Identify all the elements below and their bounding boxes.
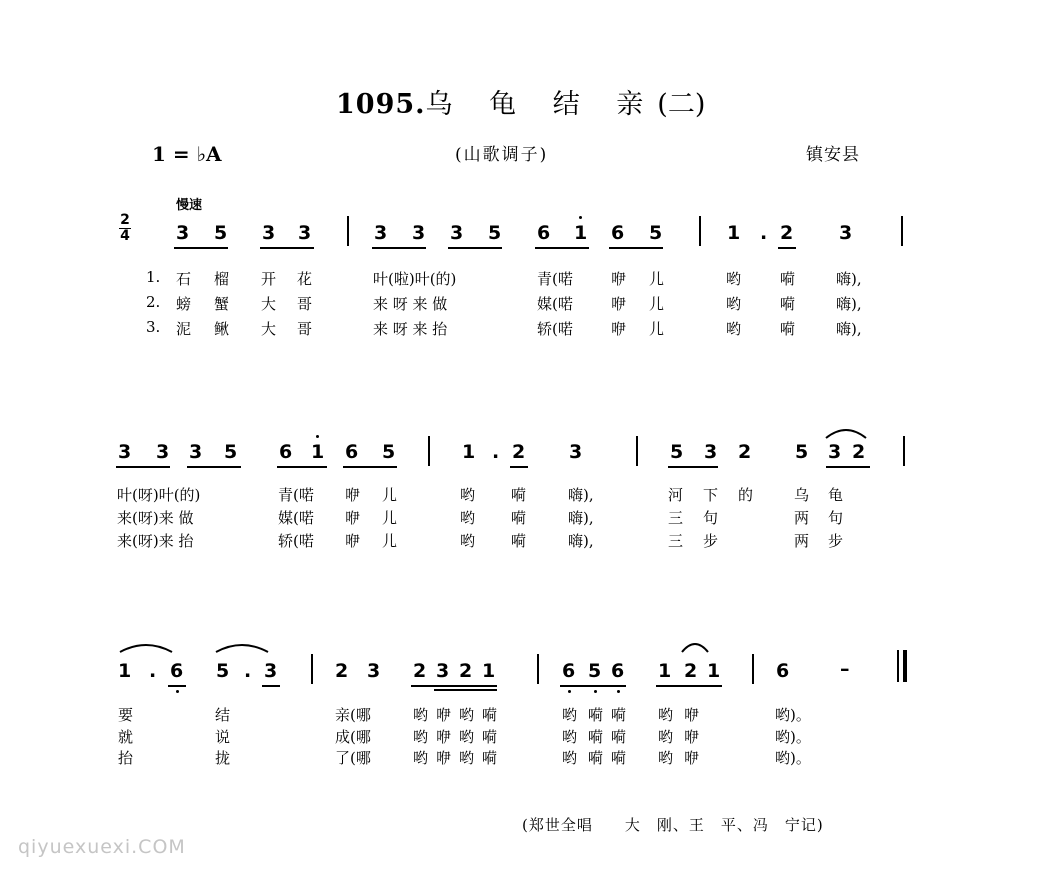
note: 3: [436, 660, 450, 682]
lyric: 哥: [297, 295, 313, 313]
lyric: 哟: [413, 706, 429, 724]
time-signature-top: 2: [120, 212, 130, 228]
low-octave-dot: [617, 690, 620, 693]
final-thick-barline: [903, 650, 907, 682]
lyric: 哟)。: [775, 728, 811, 746]
note: 1: [118, 660, 132, 682]
lyric: 哟)。: [775, 706, 811, 724]
lyric: 哟: [459, 728, 475, 746]
lyric: 儿: [382, 532, 398, 550]
lyric: 嗬: [588, 749, 604, 767]
lyric: 乌: [794, 486, 810, 504]
beam: [656, 685, 722, 687]
lyric: 两: [794, 509, 810, 527]
lyric: 嗬: [482, 706, 498, 724]
lyric: 了(哪: [335, 749, 371, 767]
note: 5: [216, 660, 230, 682]
verse-number: 3.: [146, 318, 161, 336]
note: 2: [684, 660, 698, 682]
lyric: 嗬: [588, 728, 604, 746]
lyric: 嗨),: [568, 532, 594, 550]
genre-label: (山歌调子): [455, 145, 549, 165]
note: 2: [780, 222, 794, 244]
song-title: [336, 82, 705, 121]
lyric: 哟: [460, 509, 476, 527]
barline: [752, 654, 754, 684]
beam: [434, 689, 497, 691]
barline: [901, 216, 903, 246]
time-signature-bottom: 4: [120, 228, 130, 244]
barline: [699, 216, 701, 246]
lyric: 哟: [459, 749, 475, 767]
beam: [448, 247, 502, 249]
barline: [311, 654, 313, 684]
lyric: 蟹: [214, 295, 230, 313]
lyric: 鳅: [214, 320, 230, 338]
lyric: 嗬: [780, 270, 796, 288]
lyric: 三: [668, 532, 684, 550]
note: 3: [374, 222, 388, 244]
watermark: qiyuexuexi.COM: [18, 836, 186, 858]
barline: [636, 436, 638, 466]
slur: [824, 424, 868, 440]
lyric: 哟: [413, 749, 429, 767]
note: 2: [459, 660, 473, 682]
lyric: 说: [215, 728, 231, 746]
note: 3: [828, 441, 842, 463]
note: 3: [569, 441, 583, 463]
lyric: 泥: [176, 320, 192, 338]
lyric: 结: [215, 706, 231, 724]
lyric: 咿: [684, 728, 700, 746]
lyric: 嗨),: [836, 320, 862, 338]
lyric: 哟: [562, 728, 578, 746]
beam: [668, 466, 718, 468]
lyric: 嗬: [511, 532, 527, 550]
note: 5: [670, 441, 684, 463]
song-number: 1095.: [336, 89, 426, 120]
note: 3: [298, 222, 312, 244]
verse-number: 2.: [146, 293, 161, 311]
beam: [826, 466, 870, 468]
lyric: 螃: [176, 295, 192, 313]
beam: [778, 247, 796, 249]
credit-line: (郑世全唱 大 刚、王 平、冯 宁记): [522, 816, 824, 834]
lyric: 大: [261, 295, 277, 313]
lyric: 咿: [436, 749, 452, 767]
note: 3: [839, 222, 853, 244]
note: .: [149, 660, 157, 682]
verse-number: 1.: [146, 268, 161, 286]
low-octave-dot: [176, 690, 179, 693]
song-name: 乌 龟 结 亲: [425, 89, 658, 120]
lyric: 要: [118, 706, 134, 724]
lyric: 嗨),: [568, 509, 594, 527]
lyric: 抬: [118, 749, 134, 767]
lyric: 嗬: [511, 486, 527, 504]
lyric: 来(呀)来 做: [117, 509, 194, 527]
note: 6: [776, 660, 790, 682]
lyric: 哟: [726, 270, 742, 288]
beam: [560, 685, 626, 687]
lyric: 哟: [658, 728, 674, 746]
lyric: 的: [738, 486, 754, 504]
lyric: 哟: [460, 486, 476, 504]
beam: [168, 685, 186, 687]
note: 3: [264, 660, 278, 682]
lyric: 儿: [649, 270, 665, 288]
lyric: 哟: [726, 295, 742, 313]
note: 6: [537, 222, 551, 244]
lyric: 咿: [684, 706, 700, 724]
lyric: 青(喏: [278, 486, 314, 504]
lyric: 来 呀 来 做: [373, 295, 448, 313]
lyric: 嗨),: [836, 270, 862, 288]
note: 5: [649, 222, 663, 244]
note: 6: [562, 660, 576, 682]
note: 3: [450, 222, 464, 244]
note: 6: [345, 441, 359, 463]
beam: [277, 466, 327, 468]
slur: [214, 640, 270, 654]
place-label: 镇安县: [806, 145, 860, 165]
note: 3: [189, 441, 203, 463]
beam: [174, 247, 228, 249]
lyric: 咿: [684, 749, 700, 767]
lyric: 咿: [611, 270, 627, 288]
lyric: 拢: [215, 749, 231, 767]
lyric: 哥: [297, 320, 313, 338]
lyric: 哟: [562, 706, 578, 724]
note: 2: [413, 660, 427, 682]
lyric: 嗬: [588, 706, 604, 724]
lyric: 龟: [828, 486, 844, 504]
beam: [187, 466, 241, 468]
song-suffix: (二): [657, 89, 706, 120]
lyric: 哟)。: [775, 749, 811, 767]
lyric: 嗬: [482, 728, 498, 746]
lyric: 嗬: [511, 509, 527, 527]
note: 5: [795, 441, 809, 463]
lyric: 青(喏: [537, 270, 573, 288]
lyric: 儿: [382, 486, 398, 504]
lyric: 开: [261, 270, 277, 288]
beam: [411, 685, 497, 687]
lyric: 榴: [214, 270, 230, 288]
lyric: 下: [703, 486, 719, 504]
lyric: 轿(喏: [537, 320, 573, 338]
lyric: 咿: [345, 486, 361, 504]
note: 2: [852, 441, 866, 463]
beam: [262, 685, 280, 687]
beam: [260, 247, 314, 249]
lyric: 就: [118, 728, 134, 746]
lyric: 嗨),: [568, 486, 594, 504]
lyric: 花: [297, 270, 313, 288]
note: 5: [214, 222, 228, 244]
lyric: 哟: [413, 728, 429, 746]
lyric: 步: [828, 532, 844, 550]
lyric: 媒(喏: [537, 295, 573, 313]
note: 6: [611, 660, 625, 682]
sustain-dash: –: [840, 658, 850, 680]
time-signature: [118, 213, 132, 244]
lyric: 哟: [459, 706, 475, 724]
high-octave-dot: [316, 435, 319, 438]
note: 3: [176, 222, 190, 244]
note: 6: [170, 660, 184, 682]
lyric: 嗬: [611, 706, 627, 724]
note: 2: [335, 660, 349, 682]
low-octave-dot: [568, 690, 571, 693]
lyric: 咿: [611, 295, 627, 313]
lyric: 哟: [460, 532, 476, 550]
slur: [680, 638, 710, 654]
note: 3: [412, 222, 426, 244]
lyric: 亲(哪: [335, 706, 371, 724]
lyric: 句: [828, 509, 844, 527]
lyric: 咿: [345, 532, 361, 550]
beam: [343, 466, 397, 468]
lyric: 儿: [382, 509, 398, 527]
slur: [118, 640, 174, 654]
barline: [428, 436, 430, 466]
note: 1: [574, 222, 588, 244]
beam: [535, 247, 589, 249]
note: 6: [611, 222, 625, 244]
note: 1: [707, 660, 721, 682]
note: 1: [482, 660, 496, 682]
lyric: 嗬: [780, 320, 796, 338]
lyric: 轿(喏: [278, 532, 314, 550]
lyric: 三: [668, 509, 684, 527]
lyric: 河: [668, 486, 684, 504]
beam: [510, 466, 528, 468]
high-octave-dot: [579, 216, 582, 219]
note: 3: [156, 441, 170, 463]
lyric: 嗬: [482, 749, 498, 767]
lyric: 嗨),: [836, 295, 862, 313]
note: 5: [382, 441, 396, 463]
lyric: 咿: [436, 728, 452, 746]
lyric: 咿: [436, 706, 452, 724]
beam: [372, 247, 426, 249]
lyric: 嗬: [611, 749, 627, 767]
barline: [903, 436, 905, 466]
lyric: 儿: [649, 295, 665, 313]
note: 1: [311, 441, 325, 463]
tempo-marking: 慢速: [176, 198, 203, 213]
note: 5: [224, 441, 238, 463]
lyric: 句: [703, 509, 719, 527]
lyric: 媒(喏: [278, 509, 314, 527]
lyric: 哟: [658, 749, 674, 767]
lyric: 叶(呀)叶(的): [117, 486, 201, 504]
note: 5: [488, 222, 502, 244]
lyric: 两: [794, 532, 810, 550]
lyric: 来 呀 来 抬: [373, 320, 448, 338]
note: .: [492, 441, 500, 463]
lyric: 大: [261, 320, 277, 338]
note: 6: [279, 441, 293, 463]
lyric: 咿: [345, 509, 361, 527]
lyric: 成(哪: [335, 728, 371, 746]
note: 2: [738, 441, 752, 463]
beam: [116, 466, 170, 468]
note: 1: [462, 441, 476, 463]
lyric: 哟: [562, 749, 578, 767]
note: 2: [512, 441, 526, 463]
lyric: 嗬: [611, 728, 627, 746]
lyric: 咿: [611, 320, 627, 338]
note: 1: [658, 660, 672, 682]
lyric: 步: [703, 532, 719, 550]
note: 1: [727, 222, 741, 244]
final-thin-barline: [897, 650, 899, 682]
note: .: [244, 660, 252, 682]
barline: [537, 654, 539, 684]
barline: [347, 216, 349, 246]
lyric: 儿: [649, 320, 665, 338]
note: 3: [367, 660, 381, 682]
lyric: 嗬: [780, 295, 796, 313]
lyric: 叶(啦)叶(的): [373, 270, 457, 288]
note: 5: [588, 660, 602, 682]
lyric: 来(呀)来 抬: [117, 532, 194, 550]
note: 3: [262, 222, 276, 244]
note: 3: [704, 441, 718, 463]
low-octave-dot: [594, 690, 597, 693]
lyric: 哟: [658, 706, 674, 724]
lyric: 石: [176, 270, 192, 288]
note: 3: [118, 441, 132, 463]
note: .: [760, 222, 768, 244]
lyric: 哟: [726, 320, 742, 338]
key-signature: 1 = ♭A: [152, 142, 222, 166]
beam: [609, 247, 663, 249]
